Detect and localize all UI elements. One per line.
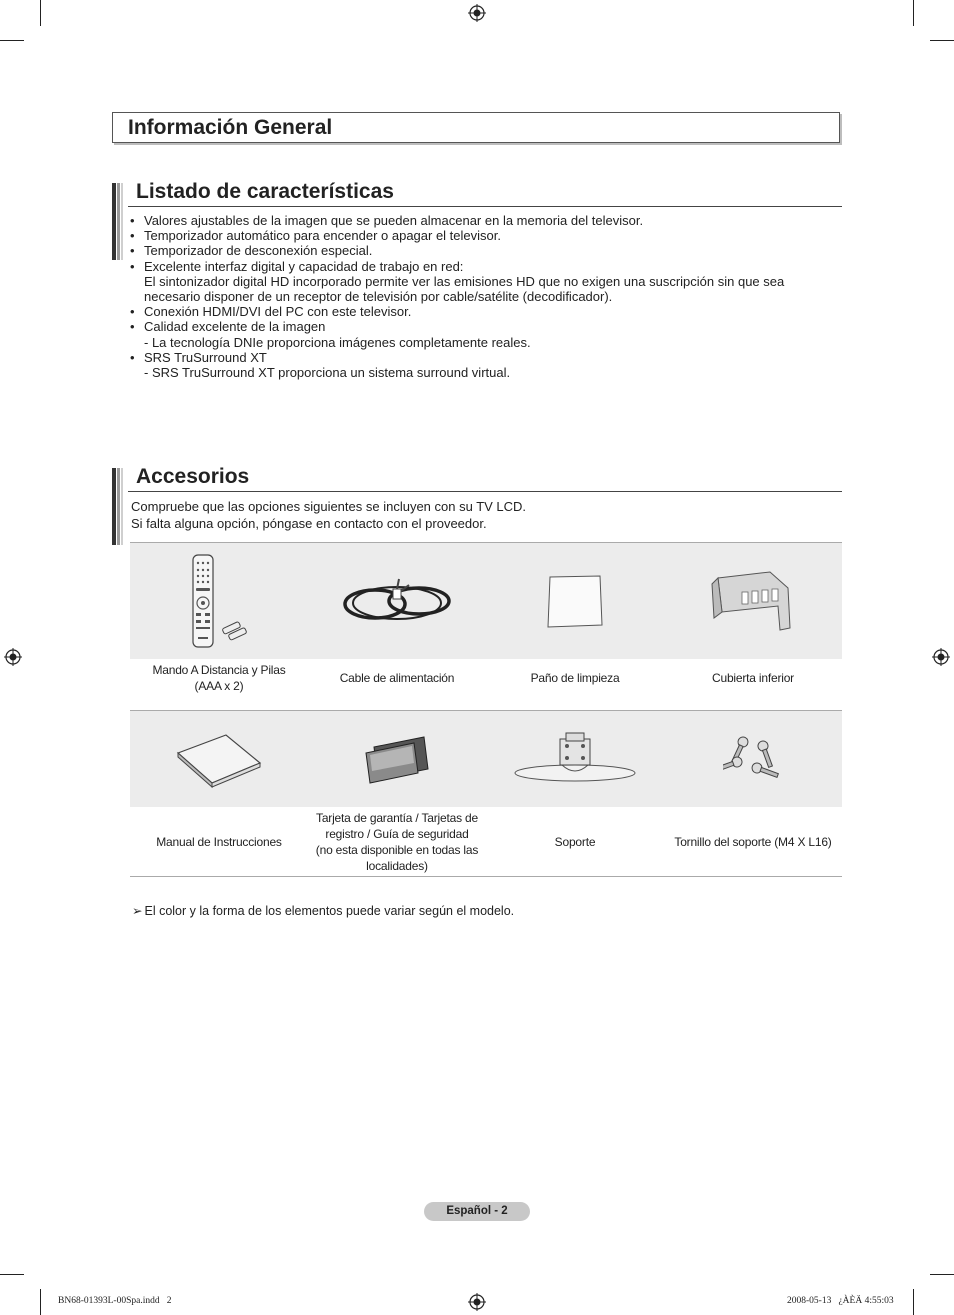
feature-detail: - La tecnología DNIe proporciona imágenes completamente reales.: [144, 334, 531, 350]
crop-mark: [0, 40, 24, 41]
feature-text: Temporizador automático para encender o apagar el televisor.: [144, 228, 501, 244]
registration-mark-icon: [4, 648, 22, 666]
accessory-label: Manual de Instrucciones: [156, 834, 282, 849]
section-divider: [128, 206, 842, 207]
crop-mark: [0, 1274, 24, 1275]
registration-mark-icon: [468, 4, 486, 22]
crop-mark: [930, 40, 954, 41]
stand-icon: [510, 729, 640, 789]
registration-mark-icon: [932, 648, 950, 666]
section-bar: [112, 468, 124, 545]
page-number-badge: Español - 2: [424, 1202, 530, 1221]
accessory-image: [664, 548, 842, 654]
page-title: Información General: [128, 116, 333, 139]
accessory-label: Paño de limpieza: [530, 671, 620, 685]
accessory-row-divider: [130, 876, 842, 877]
accessories-section-title: Accesorios: [136, 465, 250, 488]
manual-icon: [174, 729, 264, 789]
crop-mark: [913, 0, 914, 26]
cleaning-cloth-icon: [540, 571, 610, 631]
feature-item: [130, 304, 830, 319]
accessory-image: [308, 548, 486, 654]
page-title-box: [112, 112, 840, 143]
features-section-title: Listado de características: [136, 180, 394, 203]
accessory-image: [130, 716, 308, 802]
feature-item: [130, 350, 830, 380]
accessory-image: [486, 548, 664, 654]
feature-text: SRS TruSurround XT: [144, 349, 267, 365]
section-bar: [112, 183, 124, 260]
accessory-image: [130, 548, 308, 654]
variation-note: [132, 903, 514, 918]
accessory-label: Tornillo del soporte (M4 X L16): [674, 834, 832, 849]
feature-item: [130, 243, 830, 258]
remote-control-icon: [184, 551, 254, 651]
accessory-row-divider: [130, 710, 842, 711]
feature-item: [130, 228, 830, 243]
screws-icon: [723, 734, 783, 784]
section-divider: [128, 491, 842, 492]
registration-mark-icon: [468, 1293, 486, 1311]
power-cable-icon: [337, 571, 457, 631]
bottom-cover-icon: [708, 566, 798, 636]
warranty-card-icon: [362, 731, 432, 787]
feature-item: [130, 319, 830, 349]
accessory-row-divider: [130, 542, 842, 543]
note-text: El color y la forma de los elementos puede variar según el modelo.: [144, 904, 515, 918]
accessories-intro: [131, 498, 526, 532]
feature-text: Valores ajustables de la imagen que se pueden almacenar en la memoria del televisor.: [144, 213, 644, 228]
feature-detail: El sintonizador digital HD incorporado permite ver las emisiones HD que no exigen una suscripción sin que sea necesario disponer de un receptor de televisión por cable/satélite (decodificador).: [144, 273, 785, 305]
file-name: BN68-01393L-00Spa.indd 2: [58, 1296, 172, 1306]
features-list: [130, 213, 830, 380]
crop-mark: [40, 1289, 41, 1315]
crop-mark: [913, 1289, 914, 1315]
accessory-label: Soporte: [554, 834, 596, 849]
crop-mark: [40, 0, 41, 26]
print-timestamp: 2008-05-13 ¿ÀÈÄ 4:55:03: [787, 1296, 894, 1306]
arrow-icon: ➢: [132, 904, 143, 918]
accessory-label: Tarjeta de garantía / Tarjetas de registro / Guía de seguridad (no esta disponible en todas las localidades): [315, 810, 479, 873]
accessory-label: Cable de alimentación: [339, 671, 455, 685]
accessory-image: [308, 716, 486, 802]
accessory-image: [486, 716, 664, 802]
feature-text: Excelente interfaz digital y capacidad de trabajo en red:: [144, 258, 464, 274]
intro-line: Compruebe que las opciones siguientes se incluyen con su TV LCD.: [131, 499, 527, 514]
feature-item: [130, 259, 830, 305]
accessory-image: [664, 716, 842, 802]
intro-line: Si falta alguna opción, póngase en contacto con el proveedor.: [131, 516, 487, 531]
feature-text: Conexión HDMI/DVI del PC con este televisor.: [144, 304, 412, 320]
accessory-label: Cubierta inferior: [712, 671, 794, 685]
crop-mark: [930, 1274, 954, 1275]
feature-text: Temporizador de desconexión especial.: [144, 243, 373, 259]
feature-item: [130, 213, 830, 228]
accessory-label: Mando A Distancia y Pilas (AAA x 2): [152, 663, 286, 693]
feature-detail: - SRS TruSurround XT proporciona un sistema surround virtual.: [144, 365, 511, 381]
feature-text: Calidad excelente de la imagen: [144, 319, 326, 335]
